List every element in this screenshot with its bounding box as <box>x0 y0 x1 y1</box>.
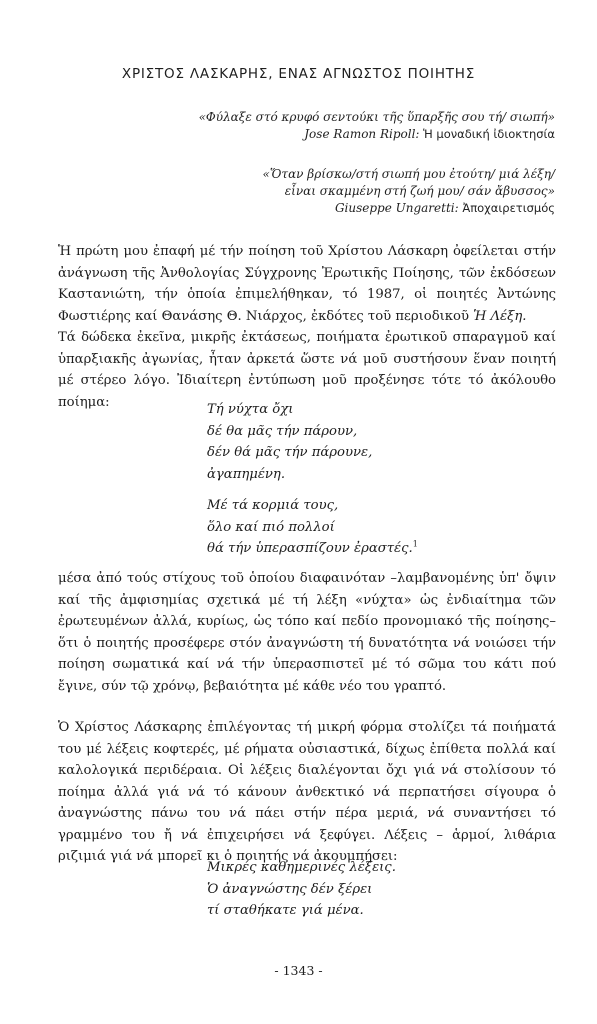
epigraph-attribution <box>263 200 555 217</box>
poem-line: δέ θα μᾶς τήν πάρουν, <box>207 423 358 439</box>
journal-title: Ἡ Λέξη. <box>473 308 527 324</box>
paragraph-2: Τά δώδεκα ἐκεῖνα, μικρῆς ἐκτάσεως, ποιήματα ἐρωτικοῦ σπαραγμοῦ καί ὑπαρξιακῆς ἀγωνίας, ἦταν ἀρκετά ὥστε νά μοῦ συστήσουν ἕναν ποιητή μέ στέρεο λόγο. Ἰδιαίτερη ἐντύπωση μοῦ προξένησε τότε τό ἀκόλουθο ποίημα: <box>58 330 556 410</box>
footnote-marker: 1 <box>412 539 418 549</box>
page-title: ΧΡΙΣΤΟΣ ΛΑΣΚΑΡΗΣ, ΕΝΑΣ ΑΓΝΩΣΤΟΣ ΠΟΙΗΤΗΣ <box>121 66 476 82</box>
paragraph-4: Ὁ Χρίστος Λάσκαρης ἐπιλέγοντας τή μικρή φόρμα στολίζει τά ποιήματά του μέ λέξεις κοφτερές, μέ ρήματα οὐσιαστικά, δίχως ἐπίθετα πολλά καί καλολογικά περιδέραια. Οἱ λέξεις διαλέγονται ὄχι γιά νά στολίσουν τό ποίημα ἀλλά γιά νά τό κάνουν ἀνθεκτικό νά περπατήσει σίγουρα ὁ ἀναγνώστης πάνω του νά πάει στήν πέρα μεριά, νά συναντήσει τό γραμμένο του ἤ νά ἐπιχειρήσει νά ξεφύγει. Λέξεις – ἁρμοί, λιθάρια ριζιμιά γιά νά μπορεῖ κι ὁ ποιητής νά ἀκουμπήσει: <box>58 720 556 864</box>
poem-line-text: θά τήν ὑπερασπίζουν ἐραστές. <box>207 541 413 556</box>
poem-line: δέν θά μᾶς τήν πάρουνε, <box>207 445 373 460</box>
poem-line: Μικρές καθημερινές λέξεις. <box>207 860 396 875</box>
epigraph-author: Jose Ramon Ripoll: <box>304 127 420 141</box>
page-number: - 1343 - <box>274 963 323 978</box>
paragraph-3: μέσα ἀπό τούς στίχους τοῦ ὁποίου διαφαινόταν –λαμβανομένης ὑπ' ὄψιν καί τῆς ἀμφισημίας σχετικά μέ τή λέξη «νύχτα» ὡς ἐνδιαίτημα τῶν ἐρωτευμένων ἀλλά, κυρίως, ὡς τόπο καί πεδίο προνομιακό τῆς ποίησης– ὅτι ὁ ποιητής προσέφερε στόν ἀναγνώστη τή δυνατότητα νά νοιώσει τήν ποίηση σωματικά καί νά τήν ὑπερασπιστεῖ μέ τό σῶμα του κάτι πού ἔγινε, σύν τῷ χρόνῳ, βεβαιότητα μέ κάθε νέο του γραπτό. <box>58 571 556 694</box>
poem-line: ὅλο καί πιό πολλοί <box>207 519 335 535</box>
epigraph-work: Ἡ μοναδική ἰδιοκτησία <box>419 127 555 141</box>
poem-line <box>207 538 418 560</box>
poem-line: Τή νύχτα ὄχι <box>207 402 294 417</box>
epigraph-author: Giuseppe Ungaretti: <box>334 201 459 215</box>
paragraph-1 <box>58 241 556 327</box>
paragraph-text: Ἡ πρώτη μου ἐπαφή μέ τήν ποίηση τοῦ Χρίστου Λάσκαρη ὀφείλεται στήν ἀνάγνωση τῆς Ἀνθολογίας Σύγχρονης Ἐρωτικῆς Ποίησης, τῶν ἐκδόσεων Καστανιώτη, τήν ὁποία ἐπιμελήθηκαν, τό 1987, οἱ ποιητές Ἀντώνης Φωστιέρης καί Θανάσης Θ. Νιάρχος, ἐκδότες τοῦ περιοδικοῦ <box>58 244 556 324</box>
epigraph-quote: «Φύλαξε στό κρυφό σεντούκι τῆς ὕπαρξῆς σου τή/ σιωπή» <box>198 110 555 124</box>
poem-2 <box>207 857 396 922</box>
poem-line: τί σταθήκατε γιά μένα. <box>207 903 364 918</box>
poem-line: Μέ τά κορμιά τους, <box>207 498 339 513</box>
epigraph-work: Ἀποχαιρετισμός <box>458 201 555 215</box>
poem-1 <box>207 399 418 560</box>
epigraph-quote: εἶναι σκαμμένη στή ζωή μου/ σάν ἄβυσσος» <box>284 184 555 198</box>
poem-line: Ὁ ἀναγνώστης δέν ξέρει <box>207 881 373 897</box>
epigraph-1 <box>199 109 555 143</box>
epigraph-attribution <box>199 126 555 143</box>
poem-line: ἀγαπημένη. <box>207 466 286 482</box>
epigraph-2 <box>263 166 555 217</box>
epigraph-quote: «Ὅταν βρίσκω/στή σιωπή μου ἐτούτη/ μιά λέξη/ <box>262 167 555 181</box>
